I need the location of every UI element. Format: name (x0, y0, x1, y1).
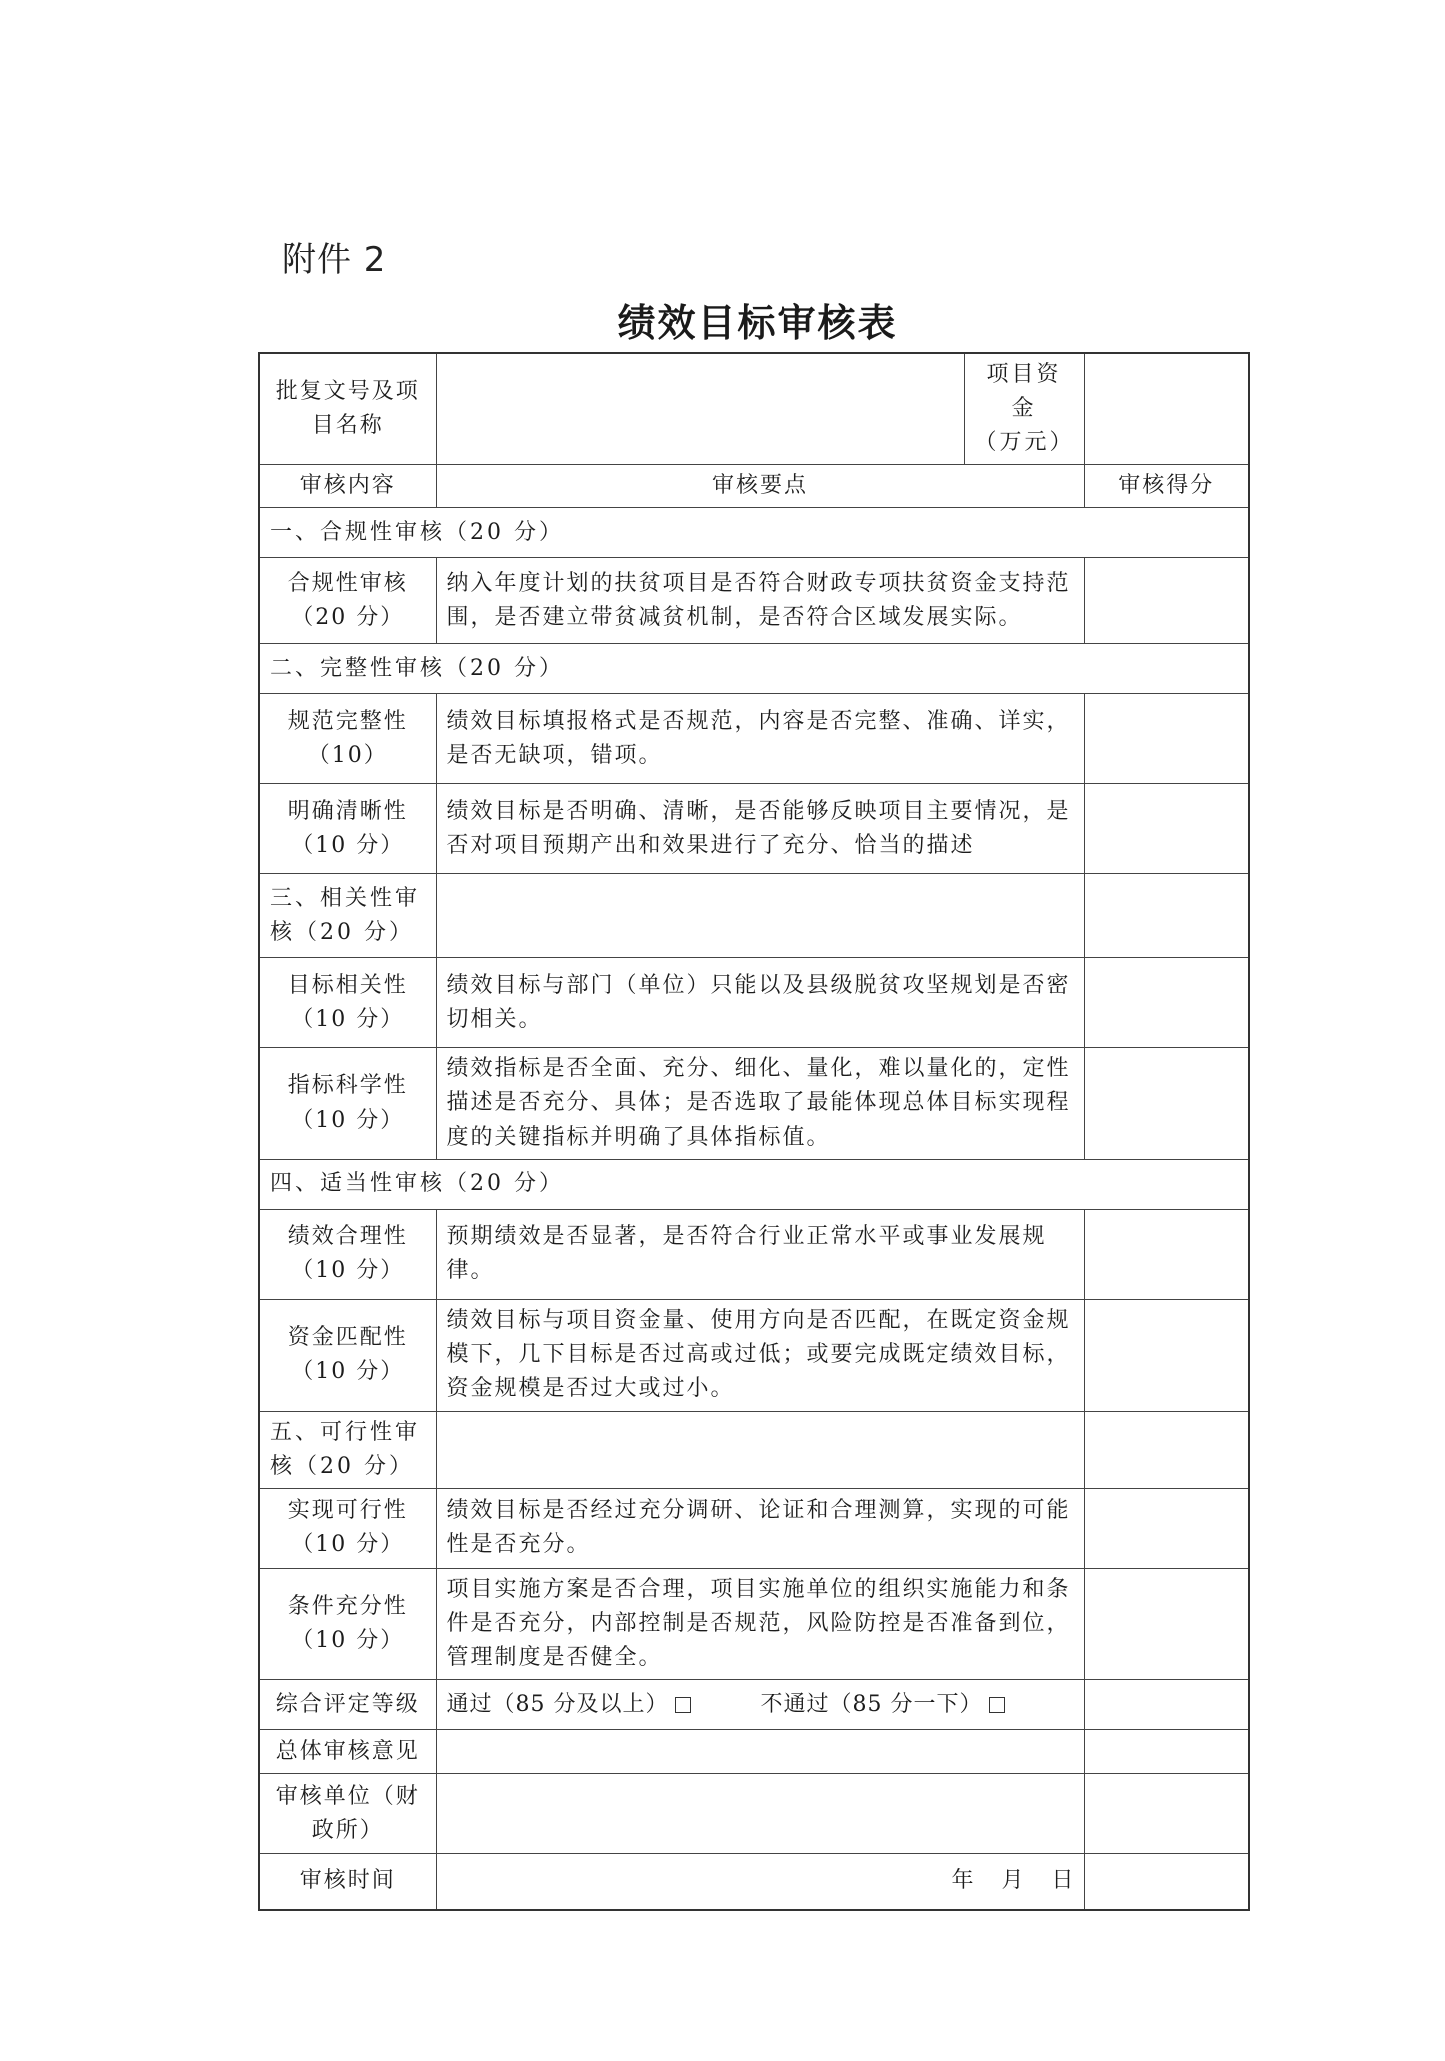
fund-label-line1: 项目资金 (986, 362, 1062, 422)
item-text: 绩效指标是否全面、充分、细化、量化，难以量化的，定性描述是否充分、具体；是否选取了最能体现总体目标实现程度的关键指标并明确了具体指标值。 (436, 1048, 1084, 1159)
item-label: 实现可行性（10 分） (259, 1488, 436, 1568)
item-label: 指标科学性（10 分） (259, 1048, 436, 1159)
section-compliance: 一、合规性审核（20 分） (259, 508, 1249, 558)
month-label: 月 (1001, 1868, 1024, 1894)
opinion-extra[interactable] (1084, 1730, 1249, 1774)
section-row (259, 508, 1249, 558)
section-relevance-blank (436, 874, 1084, 958)
time-row (259, 1854, 1249, 1910)
item-text: 绩效目标与项目资金量、使用方向是否匹配，在既定资金规模下，几下目标是否过高或过低；或要完成既定绩效目标，资金规模是否过大或过小。 (436, 1299, 1084, 1411)
time-field[interactable] (436, 1854, 1084, 1910)
time-label: 审核时间 (259, 1854, 436, 1910)
year-label: 年 (951, 1868, 974, 1894)
grade-options (436, 1680, 1084, 1730)
score-cell[interactable] (1084, 694, 1249, 784)
section-feasibility: 五、可行性审核（20 分） (259, 1411, 436, 1488)
col-points-header: 审核要点 (436, 465, 1084, 508)
score-cell[interactable] (1084, 958, 1249, 1048)
item-text: 预期绩效是否显著，是否符合行业正常水平或事业发展规律。 (436, 1209, 1084, 1299)
grade-label: 综合评定等级 (259, 1680, 436, 1730)
grade-row (259, 1680, 1249, 1730)
item-text: 绩效目标是否明确、清晰，是否能够反映项目主要情况，是否对项目预期产出和效果进行了充分、恰当的描述 (436, 784, 1084, 874)
section-row (259, 644, 1249, 694)
section-row (259, 1159, 1249, 1209)
table-row (259, 558, 1249, 644)
table-row (259, 1488, 1249, 1568)
pass-option-label: 通过（85 分及以上） (446, 1691, 669, 1717)
item-label: 规范完整性（10） (259, 694, 436, 784)
section-row (259, 1411, 1249, 1488)
fund-value[interactable] (1084, 353, 1249, 465)
table-row (259, 784, 1249, 874)
unit-field[interactable] (436, 1774, 1084, 1854)
column-header-row (259, 465, 1249, 508)
item-text: 绩效目标填报格式是否规范，内容是否完整、准确、详实，是否无缺项，错项。 (436, 694, 1084, 784)
item-label: 明确清晰性（10 分） (259, 784, 436, 874)
fund-label-line2: （万元） (974, 430, 1075, 456)
section-feasibility-blank (436, 1411, 1084, 1488)
attachment-label: 附件 2 (282, 240, 387, 280)
table-row (259, 1209, 1249, 1299)
score-cell[interactable] (1084, 1568, 1249, 1679)
col-content-header: 审核内容 (259, 465, 436, 508)
table-row (259, 353, 1249, 465)
review-table (258, 352, 1250, 1911)
item-label: 绩效合理性（10 分） (259, 1209, 436, 1299)
section-completeness: 二、完整性审核（20 分） (259, 644, 1249, 694)
col-score-header: 审核得分 (1084, 465, 1249, 508)
opinion-field[interactable] (436, 1730, 1084, 1774)
score-cell[interactable] (1084, 1411, 1249, 1488)
score-cell[interactable] (1084, 1048, 1249, 1159)
doc-number-value[interactable] (436, 353, 964, 465)
item-label: 资金匹配性（10 分） (259, 1299, 436, 1411)
item-label: 目标相关性（10 分） (259, 958, 436, 1048)
table-row (259, 958, 1249, 1048)
grade-score-cell[interactable] (1084, 1680, 1249, 1730)
table-row (259, 1048, 1249, 1159)
fail-checkbox[interactable] (989, 1697, 1005, 1713)
review-table-frame (258, 352, 1248, 1894)
unit-label: 审核单位（财政所） (259, 1774, 436, 1854)
item-text: 绩效目标是否经过充分调研、论证和合理测算，实现的可能性是否充分。 (436, 1488, 1084, 1568)
section-appropriateness: 四、适当性审核（20 分） (259, 1159, 1249, 1209)
unit-row (259, 1774, 1249, 1854)
opinion-label: 总体审核意见 (259, 1730, 436, 1774)
score-cell[interactable] (1084, 1488, 1249, 1568)
score-cell[interactable] (1084, 558, 1249, 644)
score-cell[interactable] (1084, 784, 1249, 874)
item-text: 绩效目标与部门（单位）只能以及县级脱贫攻坚规划是否密切相关。 (436, 958, 1084, 1048)
day-label: 日 (1051, 1868, 1074, 1894)
unit-extra[interactable] (1084, 1774, 1249, 1854)
table-row (259, 1299, 1249, 1411)
form-title: 绩效目标审核表 (617, 301, 898, 345)
item-text: 项目实施方案是否合理，项目实施单位的组织实施能力和条件是否充分，内部控制是否规范，风险防控是否准备到位，管理制度是否健全。 (436, 1568, 1084, 1679)
time-extra[interactable] (1084, 1854, 1249, 1910)
score-cell[interactable] (1084, 1209, 1249, 1299)
pass-checkbox[interactable] (675, 1697, 691, 1713)
opinion-row (259, 1730, 1249, 1774)
item-label: 合规性审核（20 分） (259, 558, 436, 644)
item-text: 纳入年度计划的扶贫项目是否符合财政专项扶贫资金支持范围，是否建立带贫减贫机制，是否符合区域发展实际。 (436, 558, 1084, 644)
table-row (259, 694, 1249, 784)
section-relevance: 三、相关性审核（20 分） (259, 874, 436, 958)
table-row (259, 1568, 1249, 1679)
section-row (259, 874, 1249, 958)
fund-label (964, 353, 1084, 465)
item-label: 条件充分性（10 分） (259, 1568, 436, 1679)
score-cell[interactable] (1084, 1299, 1249, 1411)
fail-option-label: 不通过（85 分一下） (760, 1691, 983, 1717)
doc-number-label: 批复文号及项目名称 (259, 353, 436, 465)
score-cell[interactable] (1084, 874, 1249, 958)
